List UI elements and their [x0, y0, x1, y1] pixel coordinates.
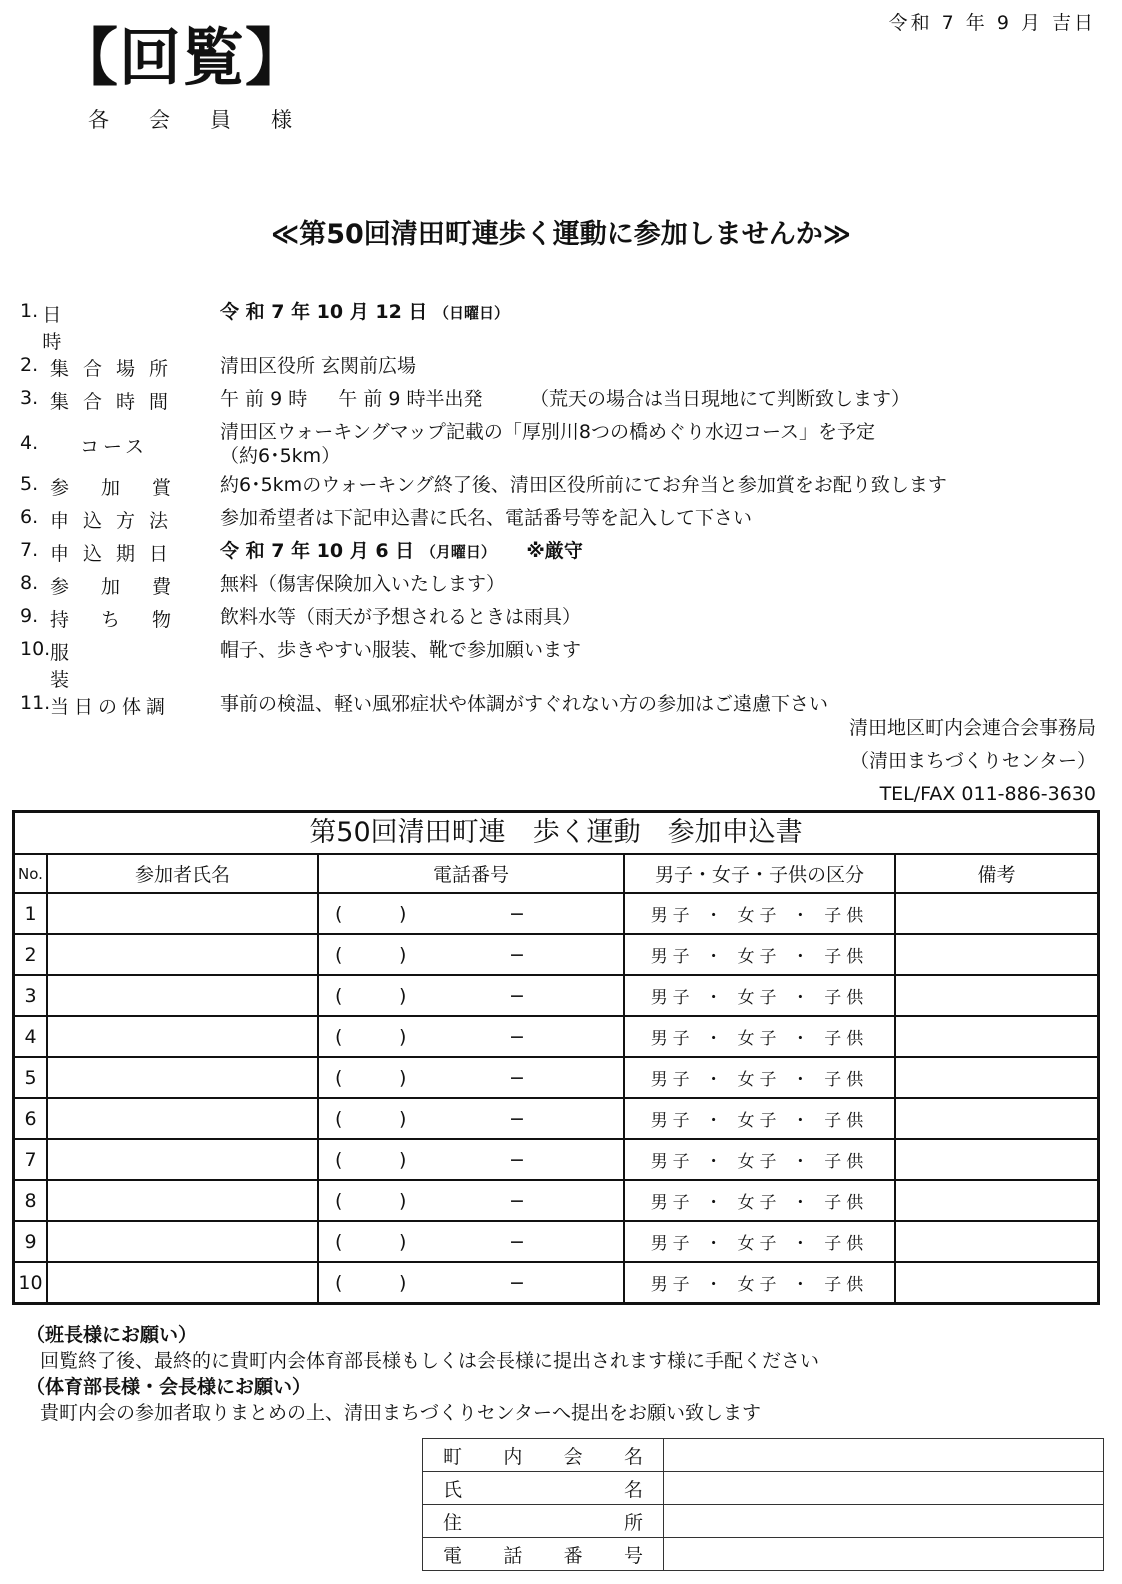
submitter-name-field[interactable] — [664, 1472, 1104, 1505]
organizer-tel: TEL/FAX 011-886-3630 — [879, 783, 1096, 805]
phone-open-paren: ( — [335, 1190, 343, 1212]
submitter-address-field[interactable] — [664, 1505, 1104, 1538]
item-number: 9. — [20, 605, 39, 627]
phone-close-paren: ) — [399, 1272, 407, 1294]
phone-close-paren: ) — [399, 1190, 407, 1212]
row-number: 8 — [15, 1180, 47, 1221]
phone-dash: − — [509, 1272, 525, 1294]
gender-category-field[interactable]: 男子 ・ 女子 ・ 子供 — [624, 934, 895, 975]
phone-open-paren: ( — [335, 1149, 343, 1171]
header-no: No. — [15, 855, 47, 893]
remarks-field[interactable] — [895, 893, 1097, 934]
phone-field[interactable] — [318, 1180, 624, 1221]
item-extra: ※厳守 — [526, 540, 583, 562]
detail-item-clothing — [20, 638, 1110, 692]
phone-field[interactable] — [318, 1057, 624, 1098]
phone-field[interactable] — [318, 1016, 624, 1057]
row-number: 3 — [15, 975, 47, 1016]
item-label: 当日の体調 — [50, 696, 171, 718]
phone-open-paren: ( — [335, 1026, 343, 1048]
item-value: 清田区ウォーキングマップ記載の「厚別川8つの橋めぐり水辺コース」を予定 — [220, 421, 876, 443]
item-number: 11. — [20, 692, 51, 714]
item-value: 清田区役所 玄関前広場 — [220, 355, 417, 377]
item-note: （荒天の場合は当日現地にて判断致します） — [539, 388, 911, 410]
addressee: 各会員様 — [88, 108, 332, 132]
phone-dash: − — [509, 985, 525, 1007]
item-label: 持ち物 — [50, 609, 204, 631]
phone-close-paren: ) — [399, 1231, 407, 1253]
phone-open-paren: ( — [335, 1272, 343, 1294]
remarks-field[interactable] — [895, 975, 1097, 1016]
item-label: 申込方法 — [50, 510, 183, 532]
remarks-field[interactable] — [895, 1057, 1097, 1098]
row-number: 2 — [15, 934, 47, 975]
remarks-field[interactable] — [895, 1262, 1097, 1302]
phone-dash: − — [509, 1108, 525, 1130]
phone-close-paren: ) — [399, 1108, 407, 1130]
item-label: 服装 — [50, 642, 170, 691]
application-table — [15, 855, 1097, 1302]
phone-open-paren: ( — [335, 903, 343, 925]
item-label: 集合場所 — [50, 358, 183, 380]
item-label: 日時 — [42, 304, 162, 353]
header-phone: 電話番号 — [318, 855, 624, 893]
form-row — [15, 1098, 1097, 1139]
phone-open-paren: ( — [335, 1231, 343, 1253]
submitter-label-phone — [423, 1538, 664, 1571]
participant-name-field[interactable] — [47, 1057, 318, 1098]
form-row — [15, 1139, 1097, 1180]
remarks-field[interactable] — [895, 1098, 1097, 1139]
item-value: 約6･5kmのウォーキング終了後、清田区役所前にてお弁当と参加賞をお配り致します — [220, 474, 947, 496]
phone-field[interactable] — [318, 1221, 624, 1262]
remarks-field[interactable] — [895, 934, 1097, 975]
form-row — [15, 1262, 1097, 1302]
gender-category-field[interactable]: 男子 ・ 女子 ・ 子供 — [624, 1016, 895, 1057]
label-text: 氏 名 — [443, 1478, 643, 1501]
remarks-field[interactable] — [895, 1139, 1097, 1180]
phone-dash: − — [509, 1067, 525, 1089]
item-value: 参加希望者は下記申込書に氏名、電話番号等を記入して下さい — [220, 507, 753, 529]
participant-name-field[interactable] — [47, 1180, 318, 1221]
phone-close-paren: ) — [399, 985, 407, 1007]
form-row — [15, 1016, 1097, 1057]
application-form — [12, 810, 1100, 1305]
note-body-leader: 回覧終了後、最終的に貴町内会体育部長様もしくは会長様に提出されます様に手配ください — [40, 1350, 820, 1372]
form-title: 第50回清田町連 歩く運動 参加申込書 — [15, 813, 1097, 855]
phone-field[interactable] — [318, 934, 624, 975]
header-category: 男子・女子・子供の区分 — [624, 855, 895, 893]
detail-item-application-method — [20, 506, 1110, 539]
row-number: 1 — [15, 893, 47, 934]
detail-item-time — [20, 387, 1110, 420]
header-remarks: 備考 — [895, 855, 1097, 893]
participant-name-field[interactable] — [47, 1221, 318, 1262]
document-title: ≪第50回清田町連歩く運動に参加しませんか≫ — [270, 219, 852, 250]
phone-close-paren: ) — [399, 1149, 407, 1171]
submitter-label-association — [423, 1439, 664, 1472]
item-note: （月曜日） — [420, 543, 489, 561]
detail-item-fee — [20, 572, 1110, 605]
header-name: 参加者氏名 — [47, 855, 318, 893]
document-date: 令和 7 年 9 月 吉日 — [888, 12, 1096, 34]
row-number: 4 — [15, 1016, 47, 1057]
event-details-list — [20, 300, 1110, 725]
item-number: 10. — [20, 638, 51, 660]
item-note: （日曜日） — [434, 304, 510, 322]
participant-name-field[interactable] — [47, 975, 318, 1016]
item-value: 令 和 7 年 10 月 12 日 — [220, 301, 428, 323]
phone-close-paren: ) — [399, 944, 407, 966]
row-number: 9 — [15, 1221, 47, 1262]
form-rows — [15, 893, 1097, 1302]
item-label: 参加賞 — [50, 477, 204, 499]
note-heading-leader: （班長様にお願い） — [26, 1324, 198, 1346]
phone-field[interactable] — [318, 975, 624, 1016]
item-number: 2. — [20, 354, 39, 376]
participant-name-field[interactable] — [47, 1098, 318, 1139]
phone-open-paren: ( — [335, 1067, 343, 1089]
item-number: 6. — [20, 506, 39, 528]
item-number: 4. — [20, 432, 39, 454]
item-value: 午 前 9 時 午 前 9 時半出発 — [220, 388, 483, 410]
form-row — [15, 934, 1097, 975]
participant-name-field[interactable] — [47, 893, 318, 934]
phone-dash: − — [509, 1231, 525, 1253]
item-label: 集合時間 — [50, 391, 183, 413]
phone-field[interactable] — [318, 1262, 624, 1302]
form-row — [15, 1057, 1097, 1098]
gender-category-field[interactable]: 男子 ・ 女子 ・ 子供 — [624, 893, 895, 934]
item-number: 7. — [20, 539, 39, 561]
organizer-name: 清田地区町内会連合会事務局 — [848, 717, 1096, 739]
phone-close-paren: ) — [399, 1067, 407, 1089]
association-name-field[interactable] — [664, 1439, 1104, 1472]
notes-block — [26, 1322, 819, 1426]
detail-item-place — [20, 354, 1110, 387]
item-value: 帽子、歩きやすい服装、靴で参加願います — [220, 639, 582, 661]
item-number: 5. — [20, 473, 39, 495]
item-number: 1. — [20, 300, 39, 322]
submitter-phone-field[interactable] — [664, 1538, 1104, 1571]
phone-dash: − — [509, 1149, 525, 1171]
remarks-field[interactable] — [895, 1180, 1097, 1221]
form-row — [15, 1221, 1097, 1262]
organizer-center: （清田まちづくりセンター） — [849, 750, 1096, 772]
phone-field[interactable] — [318, 1098, 624, 1139]
row-number: 10 — [15, 1262, 47, 1302]
submitter-label-address — [423, 1505, 664, 1538]
submitter-table — [422, 1438, 1104, 1571]
label-text: 電 話 番 号 — [443, 1544, 643, 1567]
remarks-field[interactable] — [895, 1221, 1097, 1262]
form-row — [15, 975, 1097, 1016]
organizer-block — [849, 712, 1096, 811]
phone-close-paren: ) — [399, 903, 407, 925]
item-value: 令 和 7 年 10 月 6 日 — [220, 540, 415, 562]
detail-item-datetime — [20, 300, 1110, 354]
detail-item-course — [20, 420, 1110, 473]
gender-category-field[interactable]: 男子 ・ 女子 ・ 子供 — [624, 975, 895, 1016]
participant-name-field[interactable] — [47, 934, 318, 975]
note-body-manager: 貴町内会の参加者取りまとめの上、清田まちづくりセンターへ提出をお願い致します — [40, 1402, 762, 1424]
form-row — [15, 1180, 1097, 1221]
participant-name-field[interactable] — [47, 1262, 318, 1302]
detail-item-prize — [20, 473, 1110, 506]
row-number: 6 — [15, 1098, 47, 1139]
phone-dash: − — [509, 1190, 525, 1212]
remarks-field[interactable] — [895, 1016, 1097, 1057]
label-text: 町 内 会 名 — [443, 1445, 643, 1468]
item-label: 申込期日 — [50, 543, 183, 565]
gender-category-field[interactable]: 男子 ・ 女子 ・ 子供 — [624, 1262, 895, 1302]
detail-item-belongings — [20, 605, 1110, 638]
label-text: 住 所 — [443, 1511, 643, 1534]
phone-open-paren: ( — [335, 985, 343, 1007]
participant-name-field[interactable] — [47, 1016, 318, 1057]
row-number: 5 — [15, 1057, 47, 1098]
participant-name-field[interactable] — [47, 1139, 318, 1180]
submitter-label-name — [423, 1472, 664, 1505]
phone-open-paren: ( — [335, 944, 343, 966]
phone-field[interactable] — [318, 893, 624, 934]
phone-dash: − — [509, 1026, 525, 1048]
item-value: 事前の検温、軽い風邪症状や体調がすぐれない方の参加はご遠慮下さい — [220, 693, 829, 715]
gender-category-field[interactable]: 男子 ・ 女子 ・ 子供 — [624, 1221, 895, 1262]
item-value: 飲料水等（雨天が予想されるときは雨具） — [220, 606, 582, 628]
gender-category-field[interactable]: 男子 ・ 女子 ・ 子供 — [624, 1139, 895, 1180]
phone-dash: − — [509, 903, 525, 925]
gender-category-field[interactable]: 男子 ・ 女子 ・ 子供 — [624, 1098, 895, 1139]
kairan-heading: 【回覧】 — [56, 21, 309, 94]
item-value-2: （約6･5km） — [220, 445, 341, 467]
form-row — [15, 893, 1097, 934]
phone-close-paren: ) — [399, 1026, 407, 1048]
gender-category-field[interactable]: 男子 ・ 女子 ・ 子供 — [624, 1180, 895, 1221]
phone-dash: − — [509, 944, 525, 966]
row-number: 7 — [15, 1139, 47, 1180]
note-heading-manager: （体育部長様・会長様にお願い） — [26, 1376, 312, 1398]
item-label: コース — [80, 436, 149, 458]
gender-category-field[interactable]: 男子 ・ 女子 ・ 子供 — [624, 1057, 895, 1098]
phone-field[interactable] — [318, 1139, 624, 1180]
item-number: 8. — [20, 572, 39, 594]
phone-open-paren: ( — [335, 1108, 343, 1130]
item-label: 参加費 — [50, 576, 204, 598]
detail-item-deadline — [20, 539, 1110, 572]
item-number: 3. — [20, 387, 39, 409]
item-value: 無料（傷害保険加入いたします） — [220, 573, 506, 595]
